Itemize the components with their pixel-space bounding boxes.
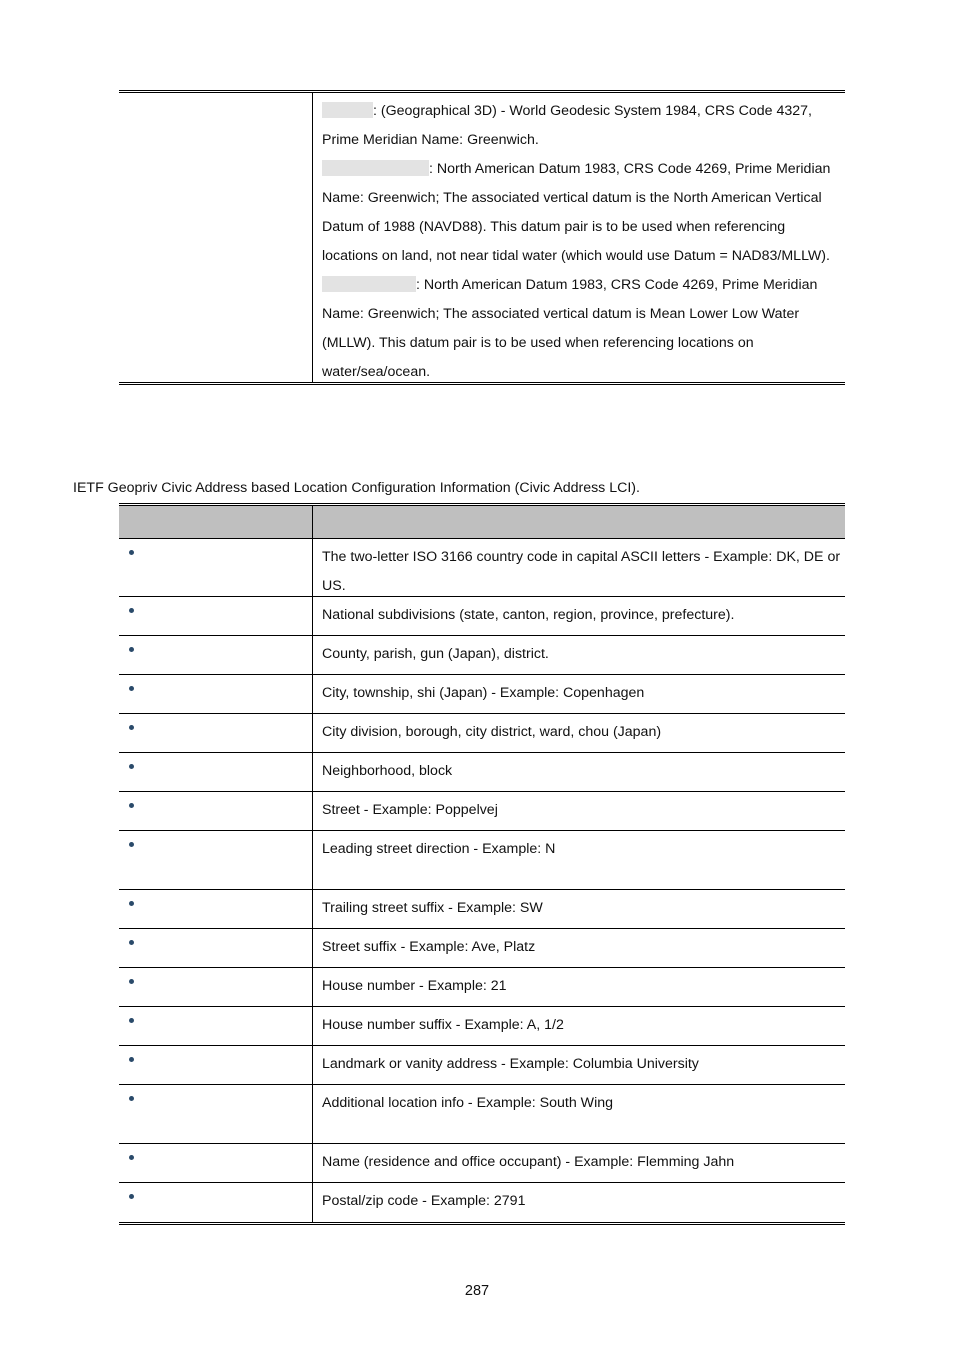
table-row: Landmark or vanity address - Example: Columbia University xyxy=(119,1046,845,1085)
redacted-term xyxy=(322,276,416,292)
table-row: National subdivisions (state, canton, region, province, prefecture). xyxy=(119,597,845,636)
datum-entry-nad83-mllw: : North American Datum 1983, CRS Code 4269, Prime Meridian Name: Greenwich; The associated vertical datum is Mean Lower Low Water (MLLW). This datum pair is to be used when referencing locations on water/sea/ocean. xyxy=(322,277,818,380)
table-row: House number - Example: 21 xyxy=(119,968,845,1007)
bullet-icon xyxy=(129,1018,134,1023)
table-row: City, township, shi (Japan) - Example: Copenhagen xyxy=(119,675,845,714)
table-row: Leading street direction - Example: N xyxy=(119,831,845,890)
bullet-icon xyxy=(129,940,134,945)
datum-table-description-cell xyxy=(322,97,842,387)
redacted-term xyxy=(322,102,373,118)
table-row: City division, borough, city district, ward, chou (Japan) xyxy=(119,714,845,753)
civic-address-table xyxy=(119,503,845,1225)
table-row: Street suffix - Example: Ave, Platz xyxy=(119,929,845,968)
page-number: 287 xyxy=(464,1283,490,1299)
datum-entry-nad83-navd88: : North American Datum 1983, CRS Code 4269, Prime Meridian Name: Greenwich; The associated vertical datum is the North American Vertical Datum of 1988 (NAVD88). This datum pair is to be used when referencing locations on land, not near tidal water (which would use Datum = NAD83/MLLW). xyxy=(322,161,831,264)
table-row: Street - Example: Poppelvej xyxy=(119,792,845,831)
table-row: Trailing street suffix - Example: SW xyxy=(119,890,845,929)
bullet-icon xyxy=(129,803,134,808)
table-row: Neighborhood, block xyxy=(119,753,845,792)
table-row: Additional location info - Example: South Wing xyxy=(119,1085,845,1144)
datum-entry-wgs84: : (Geographical 3D) - World Geodesic System 1984, CRS Code 4327, Prime Meridian Name: Greenwich. xyxy=(322,103,812,148)
bullet-icon xyxy=(129,1194,134,1199)
bullet-icon xyxy=(129,1057,134,1062)
table-row: House number suffix - Example: A, 1/2 xyxy=(119,1007,845,1046)
datum-table xyxy=(119,90,845,385)
bullet-icon xyxy=(129,764,134,769)
bullet-icon xyxy=(129,979,134,984)
redacted-term xyxy=(322,160,429,176)
bullet-icon xyxy=(129,901,134,906)
table-row: The two-letter ISO 3166 country code in capital ASCII letters - Example: DK, DE or US. xyxy=(119,539,845,597)
bullet-icon xyxy=(129,1155,134,1160)
bullet-icon xyxy=(129,686,134,691)
bullet-icon xyxy=(129,1096,134,1101)
table-row: Postal/zip code - Example: 2791 xyxy=(119,1183,845,1222)
table-row: Name (residence and office occupant) - Example: Flemming Jahn xyxy=(119,1144,845,1183)
bullet-icon xyxy=(129,725,134,730)
bullet-icon xyxy=(129,550,134,555)
bullet-icon xyxy=(129,608,134,613)
bullet-icon xyxy=(129,647,134,652)
bullet-icon xyxy=(129,842,134,847)
datum-table-label-cell xyxy=(119,93,313,382)
table-header-row xyxy=(119,506,845,539)
table-row: County, parish, gun (Japan), district. xyxy=(119,636,845,675)
civic-address-intro: IETF Geopriv Civic Address based Location Configuration Information (Civic Address LCI). xyxy=(73,480,640,496)
